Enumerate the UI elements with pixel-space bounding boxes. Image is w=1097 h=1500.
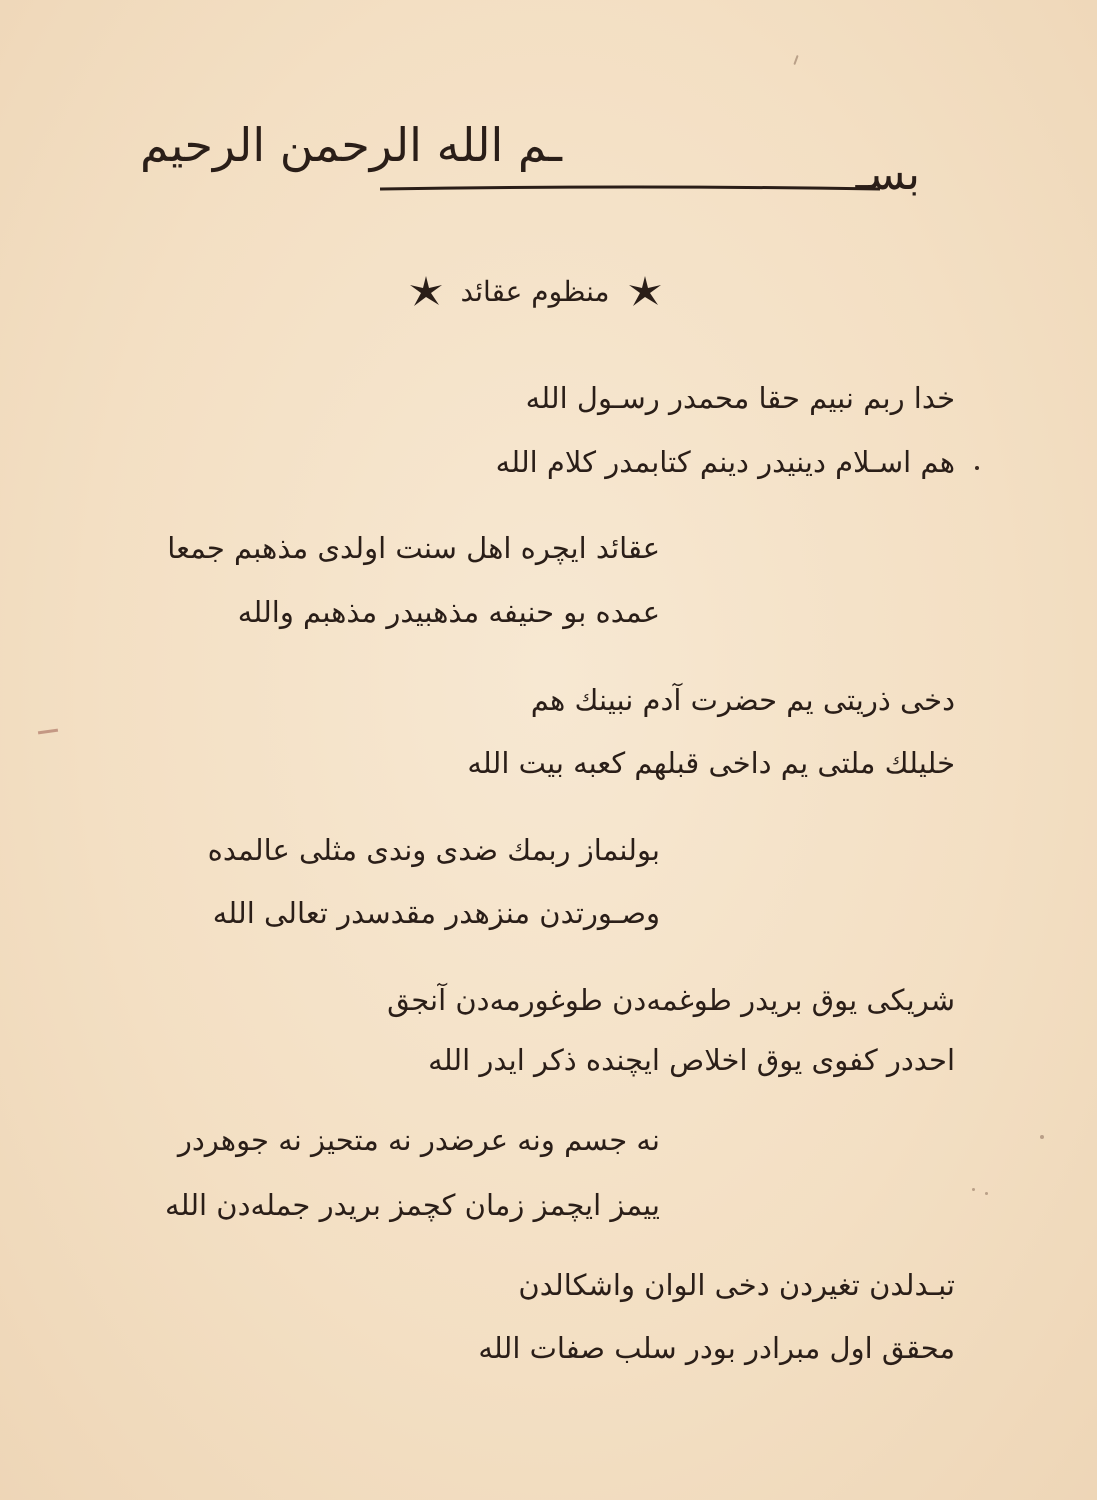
verse-line: ییمز ایچمز زمان کچمز بریدر جمله‌دن الله <box>165 1188 660 1222</box>
paper-speck <box>985 1192 988 1195</box>
verse-line: دخی ذریتی یم حضرت آدم نبینك هم <box>530 683 955 717</box>
verse-line: عقائد ایچره اهل سنت اولدی مذهبم جمعا <box>167 531 660 565</box>
verse-line: تبـدلدن تغیردن دخی الوان واشکالدن <box>518 1268 955 1302</box>
verse-line: هم اسـلام دینیدر دینم کتابمدر کلام الله <box>495 445 955 479</box>
star-ornament-icon <box>628 275 662 309</box>
title-text: منظوم عقائد <box>460 275 610 308</box>
verse-line: خلیلك ملتی یم داخی قبلهم کعبه بیت الله <box>467 746 955 780</box>
paper-speck <box>1040 1135 1044 1139</box>
paper-speck <box>793 55 798 65</box>
star-ornament-icon <box>409 275 443 309</box>
basmala-initial: بسـ <box>855 149 920 200</box>
basmala-elongation-stroke <box>380 183 880 193</box>
verse-line: بولنماز ربمك ضدی وندی مثلی عالمده <box>207 833 660 867</box>
ink-mark <box>38 729 58 735</box>
verse-line: شریکی یوق بریدر طوغمه‌دن طوغورمه‌دن آنجق <box>387 983 955 1017</box>
verse-line: محقق اول مبرادر بودر سلب صفات الله <box>478 1331 955 1365</box>
verse-line: احددر کفوی یوق اخلاص ایچنده ذکر ایدر الله <box>428 1043 955 1077</box>
poem-title <box>380 262 690 322</box>
verse-line: نه جسم ونه عرضدر نه متحیز نه جوهردر <box>177 1123 660 1157</box>
paper-speck <box>972 1188 975 1191</box>
verse-line: خدا ربم نبیم حقا محمدر رسـول الله <box>525 381 955 415</box>
verse-line: عمده بو حنیفه مذهبیدر مذهبم والله <box>237 595 660 629</box>
verse-line: وصـورتدن منزهدر مقدسدر تعالی الله <box>212 896 660 930</box>
basmala-calligraphy: ـم الله الرحمن الرحيم <box>140 118 562 172</box>
ink-dot <box>975 466 979 470</box>
basmala-header <box>130 105 920 215</box>
